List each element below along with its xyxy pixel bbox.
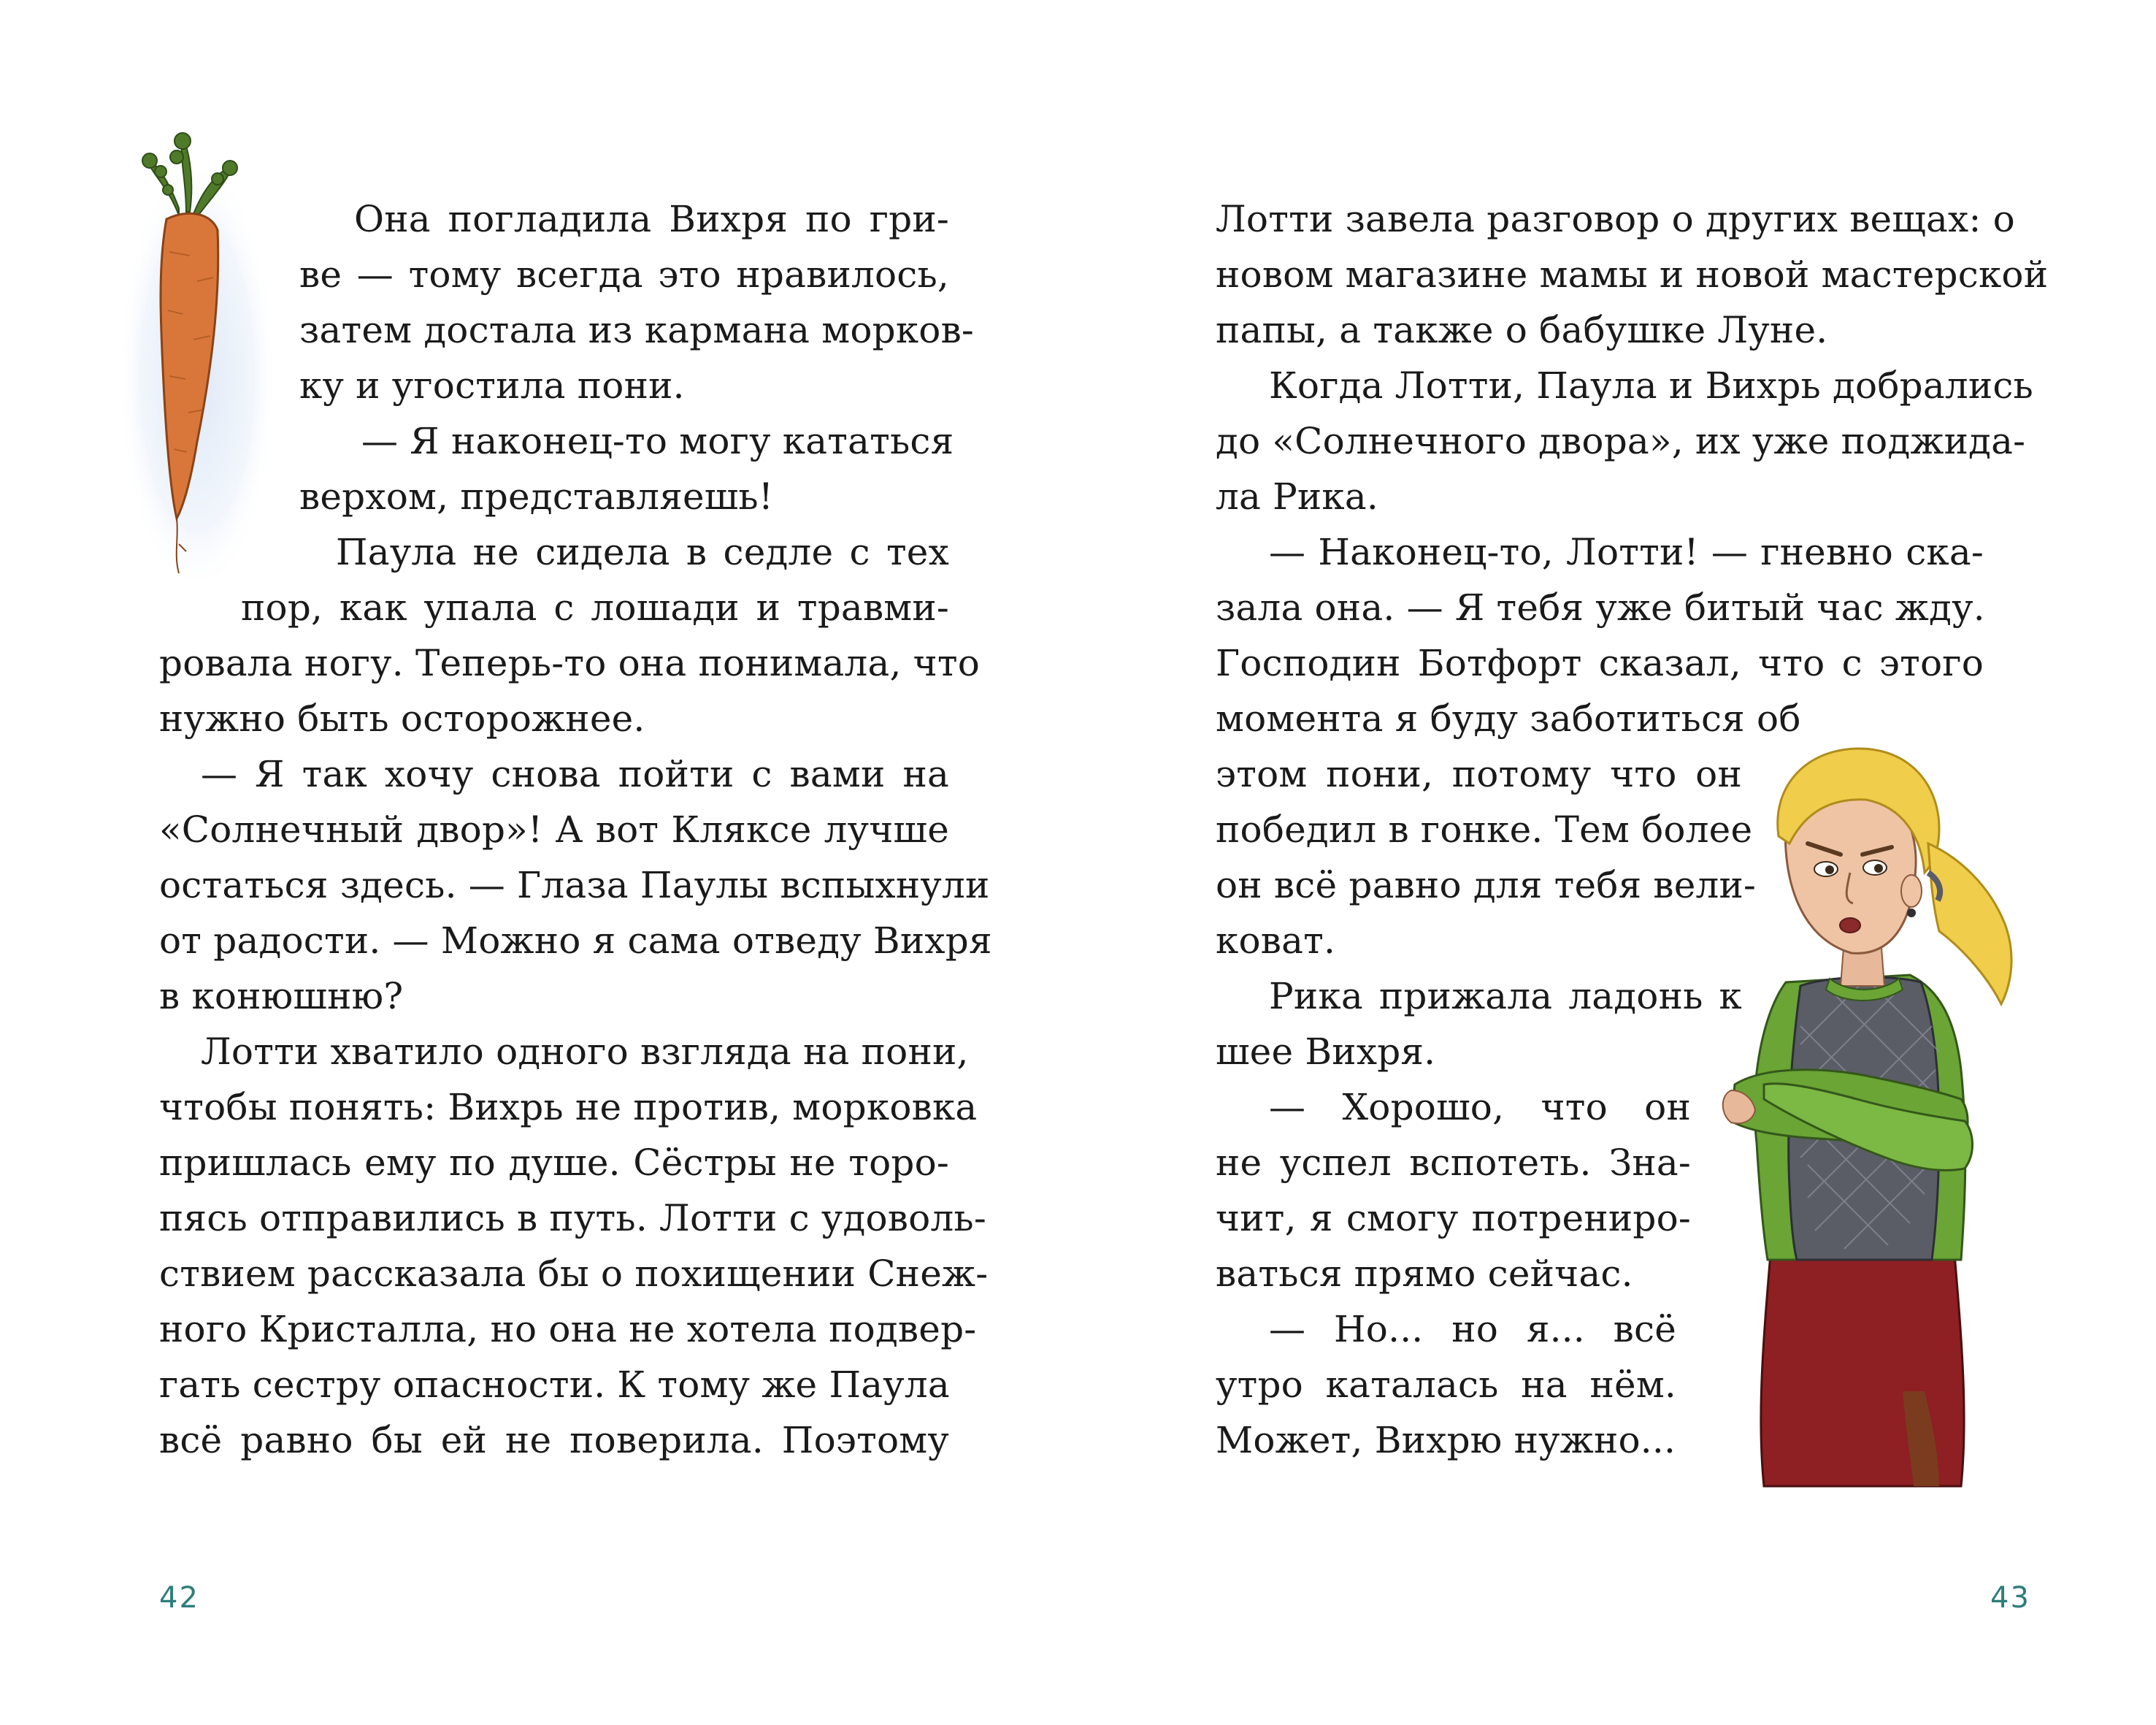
page-number-right: 43: [1990, 1581, 2030, 1615]
left-text-line: нужно быть осторожнее.: [159, 697, 645, 740]
right-text-line: Когда Лотти, Паула и Вихрь добрались: [1269, 364, 2033, 407]
left-text-line: пришлась ему по душе. Сёстры не торо-: [159, 1141, 949, 1184]
left-text-line: от радости. — Можно я сама отведу Вихря: [159, 919, 992, 962]
right-text-line: этом пони, потому что он: [1216, 753, 1742, 795]
left-text-line: ствием рассказала бы о похищении Снеж-: [159, 1252, 989, 1295]
left-text-line: верхом, представляешь!: [299, 475, 774, 518]
left-text-line: чтобы понять: Вихрь не против, морковка: [159, 1086, 978, 1128]
right-text-line: — Хорошо, что он: [1269, 1086, 1691, 1128]
right-text-line: зала она. — Я тебя уже битый час жду.: [1216, 586, 1985, 629]
page-number-left: 42: [159, 1581, 199, 1615]
right-text-line: Лотти завела разговор о других вещах: о: [1216, 198, 2015, 240]
left-text-line: ве — тому всегда это нравилось,: [299, 253, 949, 296]
left-text-line: гать сестру опасности. К тому же Паула: [159, 1363, 950, 1406]
left-text-line: в конюшню?: [159, 975, 404, 1017]
right-text-line: до «Солнечного двора», их уже поджида-: [1216, 420, 2026, 462]
left-text-line: пор, как упала с лошади и травми-: [241, 586, 949, 629]
right-text-line: папы, а также о бабушке Луне.: [1216, 309, 1828, 351]
right-text-line: момента я буду заботиться об: [1216, 697, 1801, 740]
right-text-line: ваться прямо сейчас.: [1216, 1252, 1633, 1295]
left-text-line: остаться здесь. — Глаза Паулы вспыхнули: [159, 864, 990, 906]
left-text-line: ного Кристалла, но она не хотела подвер-: [159, 1308, 977, 1350]
right-text-line: шее Вихря.: [1216, 1030, 1436, 1073]
left-text-line: Она погладила Вихря по гри-: [354, 198, 949, 240]
right-text-line: — Наконец-то, Лотти! — гневно ска-: [1269, 531, 1984, 573]
left-text-line: Лотти хватило одного взгляда на пони,: [201, 1030, 969, 1073]
right-text-line: коват.: [1216, 919, 1336, 962]
right-text-line: чит, я смогу потрениро-: [1216, 1197, 1691, 1239]
left-text-line: — Я так хочу снова пойти с вами на: [201, 753, 949, 795]
left-text-line: ровала ногу. Теперь-то она понимала, что: [159, 642, 981, 684]
right-text-line: Господин Ботфорт сказал, что с этого: [1216, 642, 1984, 684]
right-text-line: победил в гонке. Тем более: [1216, 808, 1753, 851]
carrot-icon: [110, 128, 285, 595]
left-text-line: ку и угостила пони.: [299, 364, 685, 407]
right-page: [1078, 0, 2156, 1725]
right-text-line: ла Рика.: [1216, 475, 1378, 518]
right-text-line: Рика прижала ладонь к: [1269, 975, 1742, 1017]
right-text-line: — Но... но я... всё: [1269, 1308, 1676, 1350]
right-text-line: утро каталась на нём.: [1216, 1363, 1676, 1406]
right-text-line: новом магазине мамы и новой мастерской: [1216, 253, 2049, 296]
right-text-line: Может, Вихрю нужно...: [1216, 1419, 1676, 1461]
left-text-line: всё равно бы ей не поверила. Поэтому: [159, 1419, 949, 1461]
girl-figure-icon: [1720, 734, 2063, 1493]
left-text-line: пясь отправились в путь. Лотти с удоволь-: [159, 1197, 986, 1239]
left-text-line: Паула не сидела в седле с тех: [336, 531, 949, 573]
left-text-line: «Солнечный двор»! А вот Кляксе лучше: [159, 808, 949, 851]
right-text-line: он всё равно для тебя вели-: [1216, 864, 1757, 906]
left-text-line: — Я наконец-то могу кататься: [361, 420, 954, 462]
left-text-line: затем достала из кармана морков-: [299, 309, 975, 351]
right-text-line: не успел вспотеть. Зна-: [1216, 1141, 1691, 1184]
